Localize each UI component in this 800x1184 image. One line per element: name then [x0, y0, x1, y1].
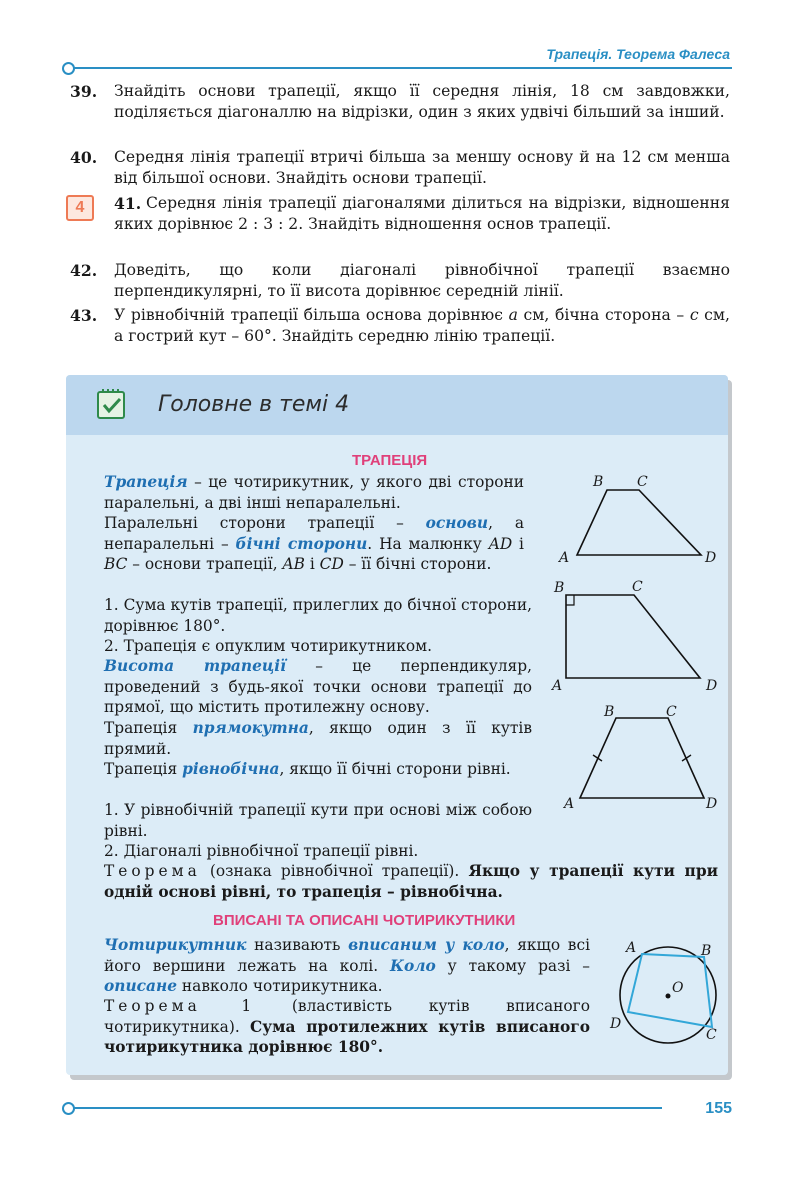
definition-right-trapezoid: Трапеція прямокутна, якщо один з її кутів прямий. [104, 719, 532, 758]
header-rule [72, 67, 732, 69]
figure-inscribed-quadrilateral [600, 935, 728, 1047]
problem-41 [70, 193, 730, 235]
vertex-label: B [554, 580, 565, 596]
theorem-inscribed-angles: Теорема 1 (властивість кутів вписаного чотирикутника). Сума протилежних кутів вписаного чотирикутника дорівнює 180°. [104, 997, 590, 1056]
header-rule-dot [62, 62, 75, 75]
trapezoid-shape [577, 490, 701, 555]
page-number: 155 [705, 1100, 732, 1117]
checklist-icon [96, 388, 128, 420]
vertex-label: B [604, 704, 615, 720]
inscribed-quadrilateral-shape [628, 954, 712, 1027]
vertex-label: A [564, 796, 575, 812]
problem-number: 40. [70, 148, 98, 167]
property-base-angles: 1. У рівнобічній трапеції кути при основі між собою рівні. [104, 801, 532, 840]
center-point [666, 994, 671, 999]
problem-40 [70, 147, 730, 189]
problem-number: 43. [70, 306, 98, 325]
right-trapezoid-shape [566, 595, 700, 678]
term-trapezoid: Трапеція [104, 473, 188, 491]
problem-42 [70, 260, 730, 302]
definition-bases-legs: Паралельні сторони трапеції – основи, а непаралельні – бічні сторони. На малюнку AD і BC – основи трапеції, AB і CD – її бічні сторони. [104, 514, 525, 573]
property-convex: 2. Трапеція є опуклим чотирикутником. [104, 637, 433, 655]
figure-trapezoid [555, 470, 725, 570]
definition-isosceles-trapezoid: Трапеція рівнобічна, якщо її бічні сторони рівні. [104, 760, 511, 778]
vertex-label: B [593, 474, 604, 490]
problem-text: Середня лінія трапеції діагоналями ділиться на відрізки, відношення яких дорівнює 2 : 3 : 2. Знайдіть відношення основ трапеції. [114, 194, 730, 233]
vertex-label: D [706, 678, 718, 693]
problem-text: Знайдіть основи трапеції, якщо її середня лінія, 18 см завдовжки, поділяється діагоналлю на відрізки, один з яких удвічі більший за інший. [114, 82, 730, 121]
vertex-label: D [610, 1016, 622, 1032]
difficulty-level-badge: 4 [66, 195, 94, 221]
right-angle-mark [566, 595, 574, 605]
vertex-label: A [552, 678, 563, 693]
vertex-label: C [666, 704, 677, 720]
vertex-label: C [706, 1027, 717, 1043]
figure-isosceles-trapezoid [560, 700, 725, 812]
definition-height: Висота трапеції – це перпендикуляр, проведений з будь-якої точки основи трапеції до прямої, що містить протилежну основу. [104, 657, 532, 716]
figure-right-trapezoid [548, 578, 723, 693]
vertex-label: C [637, 474, 648, 490]
property-diagonals: 2. Діагоналі рівнобічної трапеції рівні. [104, 842, 419, 860]
problem-number: 42. [70, 261, 98, 280]
section-title-trapezoid: ТРАПЕЦІЯ [352, 452, 428, 469]
problem-43 [70, 305, 730, 347]
property-angle-sum: 1. Сума кутів трапеції, прилеглих до бічної сторони, дорівнює 180°. [104, 596, 532, 635]
center-label: O [672, 980, 684, 996]
vertex-label: D [706, 796, 718, 812]
problem-text: Доведіть, що коли діагоналі рівнобічної трапеції взаємно перпендикулярні, то її висота дорівнює середній лінії. [114, 261, 730, 300]
running-header: Трапеція. Теорема Фалеса [546, 46, 730, 62]
definition-trapezoid: Трапеція – це чотирикутник, у якого дві сторони паралельні, а дві інші непаралельні. [104, 473, 524, 512]
problem-text: У рівнобічній трапеції більша основа дорівнює a см, бічна сторона – c см, а гострий кут – 60°. Знайдіть середню лінію трапеції. [114, 306, 730, 345]
problem-39 [70, 81, 730, 123]
footer-rule [72, 1107, 662, 1109]
vertex-label: A [626, 940, 637, 956]
section-title-inscribed: ВПИСАНІ ТА ОПИСАНІ ЧОТИРИКУТНИКИ [213, 912, 516, 929]
problem-number: 41. [114, 194, 142, 213]
problem-text: Середня лінія трапеції втричі більша за меншу основу й на 12 см менша від більшої основи. Знайдіть основи трапеції. [114, 148, 730, 187]
summary-title: Головне в темі 4 [158, 392, 350, 417]
vertex-label: C [632, 579, 643, 595]
definition-inscribed-quadrilateral: Чотирикутник називають вписаним у коло, якщо всі його вершини лежать на колі. Коло у такому разі – описане навколо чотирикутника. [104, 936, 590, 995]
vertex-label: B [701, 943, 712, 959]
vertex-label: A [559, 550, 570, 566]
theorem-isosceles-criterion: Теорема (ознака рівнобічної трапеції). Якщо у трапеції кути при одній основі рівні, то трапеція – рівнобічна. [104, 862, 718, 901]
problem-number: 39. [70, 82, 98, 101]
vertex-label: D [705, 550, 717, 566]
footer-rule-dot [62, 1102, 75, 1115]
